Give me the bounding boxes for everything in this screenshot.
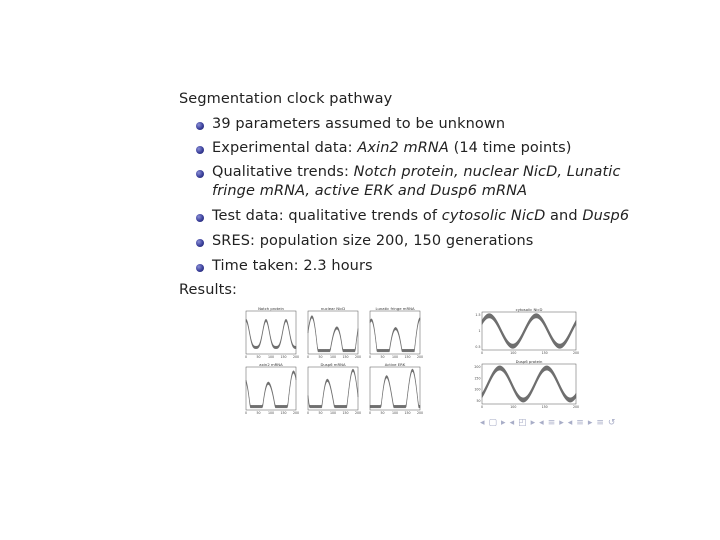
x-tick-label: 100 <box>267 411 275 415</box>
nav-symbol-icon[interactable]: ≡ <box>547 418 557 428</box>
results-label: Results: <box>179 282 238 298</box>
plot-title: nuclear NicD <box>320 306 346 311</box>
x-tick-label: 150 <box>280 355 287 359</box>
plot-curve <box>308 369 358 408</box>
plot-svg <box>302 306 360 360</box>
x-tick-label: 0 <box>244 355 248 359</box>
x-tick-label: 200 <box>416 355 424 359</box>
plot-curve <box>308 316 358 352</box>
plot-active-erk <box>364 362 422 416</box>
x-tick-label: 50 <box>256 355 261 359</box>
x-tick-label: 200 <box>292 411 300 415</box>
x-tick-label: 200 <box>572 405 580 409</box>
plot-title: Lunatic fringe mRNA <box>375 306 415 311</box>
x-tick-label: 50 <box>256 411 261 415</box>
plot-title: cytosolic NicD <box>515 307 543 312</box>
y-tick-label: 200 <box>474 365 481 369</box>
x-tick-label: 200 <box>354 355 362 359</box>
nav-symbol-icon[interactable]: ▸ <box>501 418 507 428</box>
y-tick-label: 100 <box>474 387 481 392</box>
x-tick-label: 100 <box>329 355 337 359</box>
x-tick-label: 50 <box>380 411 385 415</box>
x-tick-label: 50 <box>318 355 323 359</box>
x-tick-label: 150 <box>280 411 287 415</box>
bullet-text: (14 time points) <box>448 140 572 156</box>
bullet-text: Qualitative trends: <box>212 164 354 180</box>
x-tick-label: 150 <box>541 405 548 409</box>
plot-nuclear-nicd <box>302 306 360 360</box>
x-tick-label: 0 <box>480 405 484 409</box>
bullet-emphasis: cytosolic NicD <box>441 208 546 224</box>
x-tick-label: 200 <box>416 411 424 415</box>
plot-title: Active ERK <box>384 362 406 367</box>
x-tick-label: 0 <box>368 411 372 415</box>
nav-symbol-icon[interactable]: ↺ <box>607 418 617 428</box>
nav-symbol-icon[interactable]: ◂ <box>509 418 516 428</box>
plot-svg <box>470 306 578 356</box>
nav-symbol-icon[interactable]: ◂ <box>480 418 486 428</box>
bullet-icon <box>196 170 204 178</box>
nav-symbol-icon[interactable]: ▢ <box>488 418 499 428</box>
slide-navigation[interactable] <box>480 418 619 428</box>
plot-svg <box>302 362 360 416</box>
plot-title: Dusp6 protein <box>515 359 543 364</box>
nav-symbol-icon[interactable]: ▸ <box>530 418 537 428</box>
bullet-text: Time taken: 2.3 hours <box>212 258 373 274</box>
plot-svg <box>470 358 578 410</box>
section-heading: Segmentation clock pathway <box>179 91 393 107</box>
x-tick-label: 150 <box>404 355 411 359</box>
plot-axin2-mrna <box>240 362 298 416</box>
plot-frame <box>370 367 420 410</box>
x-tick-label: 100 <box>391 411 399 415</box>
x-tick-label: 50 <box>318 411 323 415</box>
bullet-qualitative-trends <box>212 164 621 180</box>
x-tick-label: 0 <box>368 355 372 359</box>
plot-svg <box>364 306 422 360</box>
bullet-time-taken <box>212 258 373 274</box>
plot-svg <box>240 306 298 360</box>
plot-curve <box>246 371 296 408</box>
plot-lunatic-fringe-mrna <box>364 306 422 360</box>
bullet-experimental-data <box>212 140 571 156</box>
plot-curve <box>246 319 296 349</box>
bullet-qualitative-trends-continued <box>212 183 527 199</box>
x-tick-label: 100 <box>391 355 399 359</box>
plot-notch-protein <box>240 306 298 360</box>
x-tick-label: 150 <box>404 411 411 415</box>
x-tick-label: 100 <box>510 405 517 409</box>
x-tick-label: 200 <box>292 355 300 359</box>
x-tick-label: 200 <box>354 411 362 415</box>
plot-dusp6-mrna <box>302 362 360 416</box>
nav-symbol-icon[interactable]: ▸ <box>587 418 594 428</box>
plot-frame <box>370 311 420 354</box>
bullet-test-data <box>212 208 629 224</box>
y-tick-label: 0.5 <box>475 345 481 349</box>
bullet-text: SRES: population size 200, 150 generations <box>212 233 534 249</box>
bullet-emphasis: fringe mRNA, active ERK and Dusp6 mRNA <box>212 183 528 199</box>
x-tick-label: 150 <box>342 355 349 359</box>
x-tick-label: 100 <box>267 355 275 359</box>
plot-svg <box>364 362 422 416</box>
y-tick-label: 1 <box>478 329 481 333</box>
bullet-icon <box>196 239 204 247</box>
bullet-text: and <box>545 208 583 224</box>
bullet-parameters <box>212 116 505 132</box>
bullet-icon <box>196 264 204 272</box>
plot-dusp6-protein <box>470 358 578 410</box>
x-tick-label: 100 <box>329 411 337 415</box>
plot-title: Notch protein <box>258 306 284 311</box>
x-tick-label: 0 <box>480 351 484 355</box>
bullet-icon <box>196 146 204 154</box>
nav-symbol-icon[interactable]: ◂ <box>567 418 574 428</box>
bullet-emphasis: Notch protein, nuclear NicD, Lunatic <box>353 164 621 180</box>
x-tick-label: 150 <box>541 351 548 355</box>
x-tick-label: 50 <box>380 355 385 359</box>
bullet-icon <box>196 122 204 130</box>
plot-frame <box>308 367 358 410</box>
x-tick-label: 200 <box>572 351 580 355</box>
x-tick-label: 100 <box>510 351 517 355</box>
nav-symbol-icon[interactable]: ◰ <box>518 418 528 428</box>
plot-curve <box>482 366 576 403</box>
plot-curve <box>370 369 420 408</box>
y-tick-label: 1.5 <box>475 313 481 317</box>
plot-curve <box>370 317 420 351</box>
nav-symbol-icon[interactable]: ≡ <box>596 418 605 428</box>
bullet-emphasis: Dusp6 <box>582 208 630 224</box>
bullet-icon <box>196 214 204 222</box>
x-tick-label: 0 <box>306 355 310 359</box>
x-tick-label: 0 <box>306 411 310 415</box>
nav-symbol-icon[interactable]: ▸ <box>559 418 565 428</box>
bullet-text: Experimental data: <box>212 140 358 156</box>
plot-curve <box>482 314 576 349</box>
plot-title: Dusp6 mRNA <box>320 362 346 367</box>
bullet-text: Test data: qualitative trends of <box>212 208 442 224</box>
y-tick-label: 50 <box>476 399 481 403</box>
plot-title: axin2 mRNA <box>259 362 283 367</box>
x-tick-label: 0 <box>244 411 248 415</box>
y-tick-label: 150 <box>474 376 481 381</box>
bullet-sres <box>212 233 533 249</box>
x-tick-label: 150 <box>342 411 349 415</box>
nav-symbol-icon[interactable]: ◂ <box>539 418 545 428</box>
plot-svg <box>240 362 298 416</box>
bullet-text: 39 parameters assumed to be unknown <box>212 116 506 132</box>
nav-symbol-icon[interactable]: ≡ <box>576 418 585 428</box>
plot-cytosolic-nicd <box>470 306 578 356</box>
bullet-emphasis: Axin2 mRNA <box>357 140 449 156</box>
